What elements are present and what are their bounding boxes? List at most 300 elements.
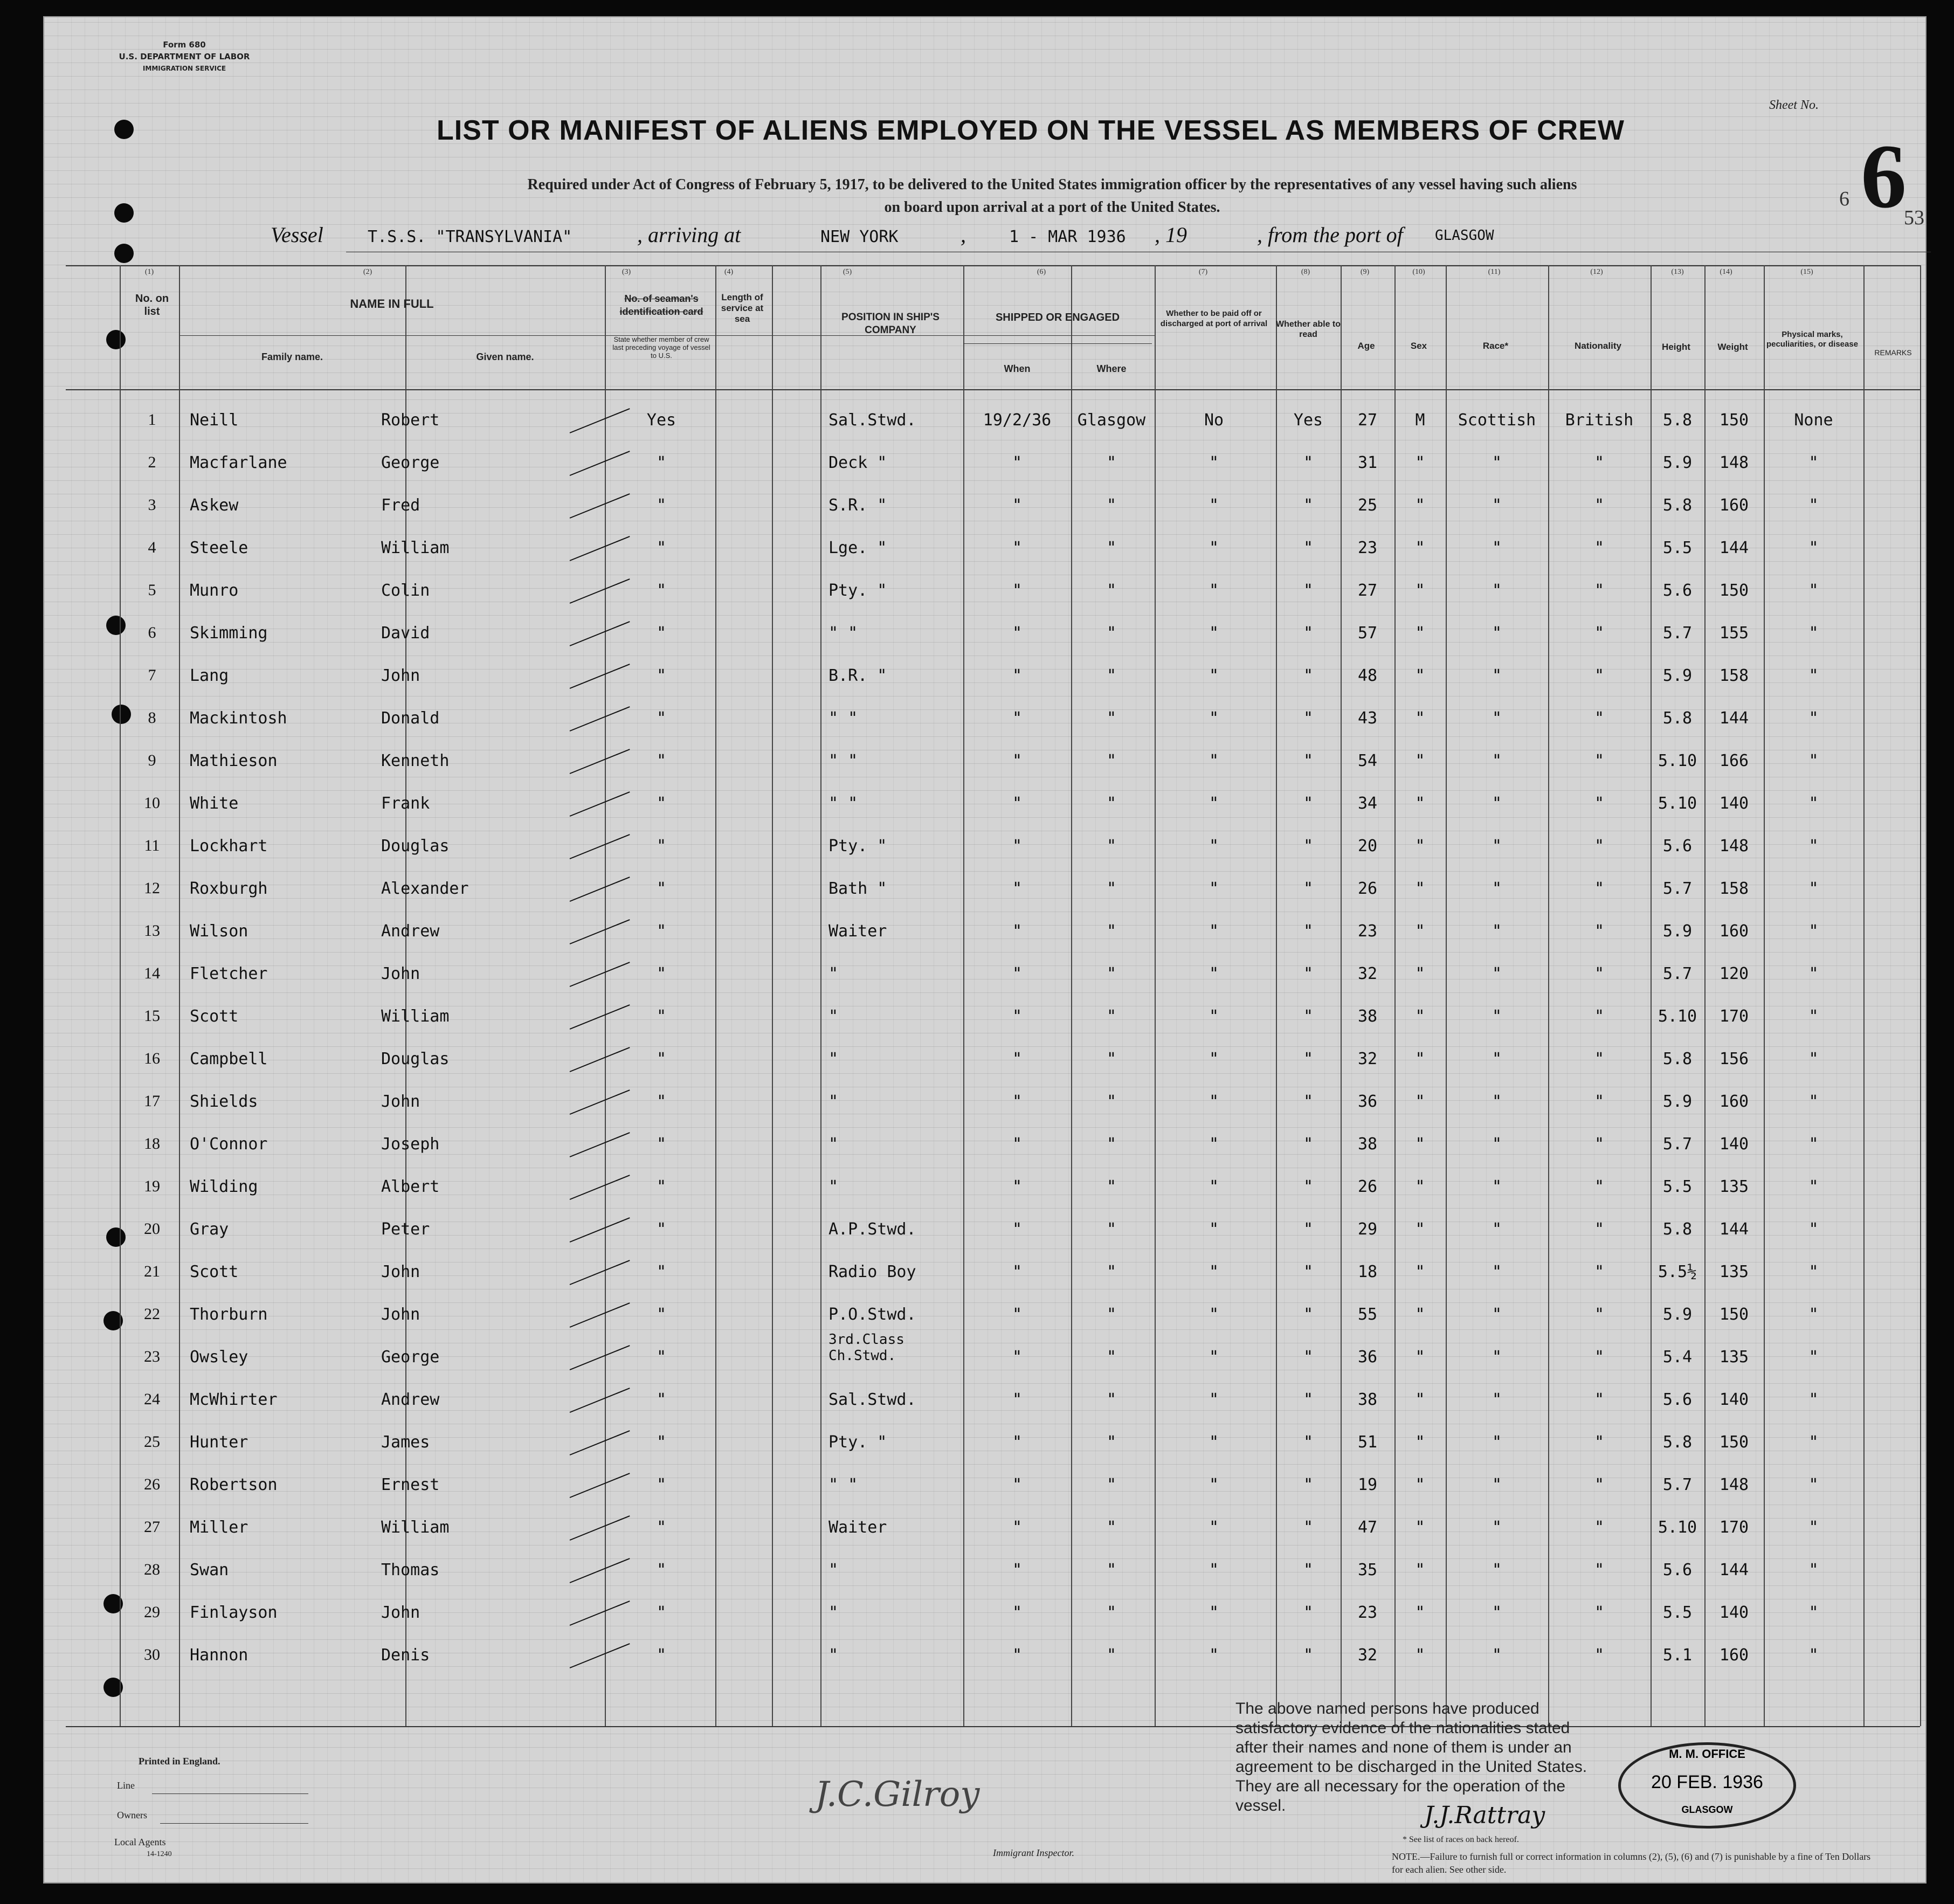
cell-where: " — [1106, 1433, 1117, 1452]
cell-family: Roxburgh — [190, 879, 268, 898]
cell-where: " — [1106, 496, 1117, 515]
cell-prev: " — [656, 709, 667, 728]
cell-height: 5.5 — [1662, 1603, 1693, 1622]
sheet-number-label: Sheet No. — [1769, 98, 1819, 112]
cell-where: " — [1106, 1220, 1117, 1239]
cell-height: 5.5½ — [1658, 1263, 1697, 1281]
cell-sex: " — [1415, 1050, 1425, 1068]
cell-height: 5.8 — [1662, 496, 1693, 515]
cell-read: " — [1303, 539, 1314, 557]
cell-sex: " — [1415, 453, 1425, 472]
cell-when: " — [1012, 1220, 1023, 1239]
cell-weight: 140 — [1719, 1390, 1749, 1409]
cell-position: " " — [828, 1475, 858, 1494]
cell-weight: 160 — [1719, 1092, 1749, 1111]
cell-prev: " — [656, 1050, 667, 1068]
cell-nat: " — [1594, 709, 1605, 728]
cell-nat: " — [1594, 1603, 1605, 1622]
cell-position: S.R. " — [828, 496, 887, 515]
cell-read: " — [1303, 1007, 1314, 1026]
table-header-bottom-border — [66, 389, 1920, 390]
cell-given: Alexander — [381, 879, 469, 898]
cell-prev: " — [656, 922, 667, 941]
cell-where: " — [1106, 1305, 1117, 1324]
cell-race: " — [1492, 1092, 1502, 1111]
cell-race: " — [1492, 1007, 1502, 1026]
cell-no: 27 — [144, 1518, 160, 1536]
cell-paid: " — [1209, 879, 1219, 898]
cell-paid: " — [1209, 1348, 1219, 1367]
cell-age: 35 — [1357, 1561, 1378, 1579]
cell-race: " — [1492, 1646, 1502, 1665]
cell-position: Pty. " — [828, 1433, 887, 1452]
binder-hole — [112, 705, 131, 724]
form-number: Form 680 — [163, 40, 206, 50]
cell-given: John — [381, 1305, 420, 1324]
cell-prev: " — [656, 539, 667, 557]
cell-weight: 120 — [1719, 964, 1749, 983]
cell-prev: " — [656, 581, 667, 600]
cell-position: " — [828, 1177, 839, 1196]
column-number: (8) — [1301, 268, 1310, 276]
cell-height: 5.8 — [1662, 1433, 1693, 1452]
cell-where: " — [1106, 1475, 1117, 1494]
header-length-service: Length of service at sea — [721, 292, 764, 324]
cell-race: " — [1492, 496, 1502, 515]
cell-nat: " — [1594, 1050, 1605, 1068]
cell-race: " — [1492, 1348, 1502, 1367]
cell-height: 5.8 — [1662, 1220, 1693, 1239]
cell-age: 34 — [1357, 794, 1378, 813]
cell-position: Pty. " — [828, 837, 887, 856]
cell-race: " — [1492, 581, 1502, 600]
cell-sex: " — [1415, 1646, 1425, 1665]
cell-where: " — [1106, 1603, 1117, 1622]
cell-nat: " — [1594, 1263, 1605, 1281]
cell-where: " — [1106, 1646, 1117, 1665]
cell-sex: " — [1415, 879, 1425, 898]
cell-paid: " — [1209, 1007, 1219, 1026]
cell-nat: " — [1594, 496, 1605, 515]
cell-given: Peter — [381, 1220, 430, 1239]
arriving-label: , arriving at — [637, 223, 741, 247]
cell-where: " — [1106, 1348, 1117, 1367]
cell-given: Donald — [381, 709, 440, 728]
binder-hole — [114, 203, 134, 223]
cell-sex: " — [1415, 794, 1425, 813]
cell-where: " — [1106, 794, 1117, 813]
column-number: (5) — [843, 268, 852, 276]
cell-marks: None — [1794, 411, 1833, 430]
cell-family: Hannon — [190, 1646, 248, 1665]
cell-nat: " — [1594, 1390, 1605, 1409]
cell-given: Ernest — [381, 1475, 440, 1494]
cell-when: " — [1012, 539, 1023, 557]
column-number: (12) — [1590, 268, 1603, 276]
cell-read: " — [1303, 1050, 1314, 1068]
cell-nat: " — [1594, 1092, 1605, 1111]
cell-race: " — [1492, 964, 1502, 983]
cell-when: " — [1012, 453, 1023, 472]
cell-paid: " — [1209, 1561, 1219, 1579]
cell-marks: " — [1808, 453, 1819, 472]
cell-weight: 158 — [1719, 879, 1749, 898]
cell-family: Lockhart — [190, 837, 268, 856]
cell-weight: 135 — [1719, 1263, 1749, 1281]
cell-race: " — [1492, 1518, 1502, 1537]
cell-position: Radio Boy — [828, 1263, 916, 1281]
cell-weight: 150 — [1719, 1433, 1749, 1452]
cell-position: 3rd.Class Ch.Stwd. — [828, 1332, 904, 1364]
race-note: * See list of races on back hereof. — [1403, 1835, 1519, 1844]
cell-family: Lang — [190, 666, 229, 685]
cell-read: " — [1303, 666, 1314, 685]
cell-no: 11 — [144, 837, 160, 854]
cell-prev: " — [656, 964, 667, 983]
cell-when: " — [1012, 794, 1023, 813]
cell-sex: " — [1415, 1518, 1425, 1537]
cell-where: " — [1106, 1561, 1117, 1579]
cell-given: Denis — [381, 1646, 430, 1665]
cell-family: Wilding — [190, 1177, 258, 1196]
cell-given: Andrew — [381, 922, 440, 941]
cell-paid: " — [1209, 539, 1219, 557]
cell-given: John — [381, 666, 420, 685]
cell-paid: " — [1209, 964, 1219, 983]
column-divider — [772, 265, 773, 1726]
cell-paid: " — [1209, 1305, 1219, 1324]
cell-when: 19/2/36 — [983, 411, 1052, 430]
cell-weight: 144 — [1719, 1561, 1749, 1579]
cell-given: George — [381, 453, 440, 472]
cell-race: " — [1492, 751, 1502, 770]
cell-marks: " — [1808, 1646, 1819, 1665]
cell-family: Steele — [190, 539, 248, 557]
cell-marks: " — [1808, 794, 1819, 813]
cell-sex: " — [1415, 1263, 1425, 1281]
column-divider — [120, 265, 121, 1726]
cell-height: 5.1 — [1662, 1646, 1693, 1665]
column-number: (15) — [1800, 268, 1813, 276]
form-header — [114, 39, 254, 74]
stamp-top: M. M. OFFICE — [1669, 1747, 1745, 1761]
cell-nat: British — [1565, 411, 1634, 430]
cell-weight: 140 — [1719, 1135, 1749, 1154]
cell-when: " — [1012, 1518, 1023, 1537]
cell-no: 30 — [144, 1646, 160, 1664]
cell-position: " " — [828, 624, 858, 643]
column-divider — [179, 265, 180, 1726]
cell-weight: 160 — [1719, 922, 1749, 941]
inspector-label: Immigrant Inspector. — [993, 1847, 1074, 1858]
cell-weight: 140 — [1719, 794, 1749, 813]
cell-age: 27 — [1357, 581, 1378, 600]
header-name-in-full: NAME IN FULL — [350, 297, 434, 311]
cell-read: " — [1303, 1263, 1314, 1281]
cell-when: " — [1012, 1305, 1023, 1324]
column-number: (10) — [1412, 268, 1425, 276]
header-weight: Weight — [1717, 342, 1748, 352]
column-number: (4) — [724, 268, 734, 276]
cell-marks: " — [1808, 666, 1819, 685]
cell-race: " — [1492, 922, 1502, 941]
cell-paid: " — [1209, 751, 1219, 770]
cell-height: 5.7 — [1662, 1475, 1693, 1494]
cell-no: 24 — [144, 1390, 160, 1408]
cell-nat: " — [1594, 1177, 1605, 1196]
cell-nat: " — [1594, 1348, 1605, 1367]
cell-age: 36 — [1357, 1348, 1378, 1367]
cell-read: " — [1303, 1561, 1314, 1579]
from-port: GLASGOW — [1435, 227, 1494, 244]
column-number: (7) — [1198, 268, 1208, 276]
department-name: U.S. DEPARTMENT OF LABOR — [119, 52, 250, 61]
cell-weight: 150 — [1719, 581, 1749, 600]
cell-age: 23 — [1357, 1603, 1378, 1622]
cell-when: " — [1012, 879, 1023, 898]
cell-sex: " — [1415, 1433, 1425, 1452]
cell-sex: " — [1415, 539, 1425, 557]
page-number: 53 — [1904, 206, 1924, 229]
cell-height: 5.7 — [1662, 624, 1693, 643]
manifest-sheet — [43, 16, 1927, 1884]
cell-paid: " — [1209, 1135, 1219, 1154]
column-number: (14) — [1720, 268, 1732, 276]
cell-given: William — [381, 1518, 450, 1537]
cell-marks: " — [1808, 1603, 1819, 1622]
column-divider — [1651, 265, 1652, 1726]
cell-race: " — [1492, 1050, 1502, 1068]
sheet-number-note: 6 — [1839, 188, 1849, 210]
cell-read: " — [1303, 964, 1314, 983]
cell-when: " — [1012, 1603, 1023, 1622]
cell-paid: " — [1209, 837, 1219, 856]
year-label: , 19 — [1155, 223, 1187, 247]
cell-family: Scott — [190, 1263, 239, 1281]
column-divider — [1155, 265, 1156, 1726]
cell-age: 27 — [1357, 411, 1378, 430]
cell-no: 15 — [144, 1007, 160, 1025]
cell-paid: " — [1209, 1263, 1219, 1281]
cell-height: 5.9 — [1662, 1092, 1693, 1111]
cell-where: " — [1106, 1050, 1117, 1068]
printed-in-england: Printed in England. — [139, 1756, 220, 1767]
header-nationality: Nationality — [1575, 341, 1621, 351]
cell-read: " — [1303, 1305, 1314, 1324]
header-when: When — [1004, 363, 1031, 374]
cell-no: 7 — [148, 666, 156, 684]
cell-paid: " — [1209, 666, 1219, 685]
header-id-note: State whether member of crew last preceding voyage of vessel to U.S. — [612, 335, 710, 360]
cell-paid: " — [1209, 1433, 1219, 1452]
cell-height: 5.6 — [1662, 1561, 1693, 1579]
cell-paid: " — [1209, 1390, 1219, 1409]
subtitle-line-1: Required under Act of Congress of February 5, 1917, to be delivered to the United States immigration officer by the representatives of any vessel having such aliens — [527, 176, 1577, 193]
cell-given: John — [381, 964, 420, 983]
cell-marks: " — [1808, 1305, 1819, 1324]
cell-no: 25 — [144, 1433, 160, 1451]
cell-family: Gray — [190, 1220, 229, 1239]
cell-family: Skimming — [190, 624, 268, 643]
cell-family: Fletcher — [190, 964, 268, 983]
cell-read: " — [1303, 1475, 1314, 1494]
cell-height: 5.10 — [1658, 751, 1697, 770]
cell-read: " — [1303, 1177, 1314, 1196]
cell-read: " — [1303, 751, 1314, 770]
cell-read: " — [1303, 624, 1314, 643]
cell-position: " — [828, 1007, 839, 1026]
cell-position: Sal.Stwd. — [828, 1390, 916, 1409]
cell-marks: " — [1808, 624, 1819, 643]
cell-race: " — [1492, 709, 1502, 728]
vessel-name: T.S.S. "TRANSYLVANIA" — [368, 227, 572, 246]
cell-read: Yes — [1293, 411, 1323, 430]
cell-given: David — [381, 624, 430, 643]
cell-paid: " — [1209, 496, 1219, 515]
cell-position: " " — [828, 751, 858, 770]
cell-when: " — [1012, 1177, 1023, 1196]
cell-read: " — [1303, 1135, 1314, 1154]
cell-family: Thorburn — [190, 1305, 268, 1324]
cell-position: Bath " — [828, 879, 887, 898]
cell-nat: " — [1594, 794, 1605, 813]
cell-nat: " — [1594, 581, 1605, 600]
binder-hole — [106, 616, 126, 635]
column-number: (11) — [1488, 268, 1501, 276]
column-divider — [1276, 265, 1277, 1726]
cell-where: " — [1106, 1007, 1117, 1026]
cell-height: 5.6 — [1662, 1390, 1693, 1409]
column-divider — [1341, 265, 1342, 1726]
column-divider — [1764, 265, 1765, 1726]
cell-position: B.R. " — [828, 666, 887, 685]
cell-marks: " — [1808, 539, 1819, 557]
cell-where: " — [1106, 539, 1117, 557]
cell-race: " — [1492, 794, 1502, 813]
cell-sex: " — [1415, 666, 1425, 685]
cell-family: Miller — [190, 1518, 248, 1537]
cell-prev: " — [656, 1348, 667, 1367]
cell-weight: 150 — [1719, 411, 1749, 430]
cell-sex: " — [1415, 581, 1425, 600]
cell-height: 5.6 — [1662, 581, 1693, 600]
cell-given: Thomas — [381, 1561, 440, 1579]
header-where: Where — [1096, 363, 1127, 374]
binder-hole — [106, 330, 126, 349]
cell-no: 26 — [144, 1475, 160, 1493]
cell-no: 8 — [148, 709, 156, 727]
form-code: 14-1240 — [147, 1850, 172, 1858]
arrival-port: NEW YORK — [820, 227, 899, 246]
cell-weight: 148 — [1719, 453, 1749, 472]
cell-where: " — [1106, 751, 1117, 770]
cell-position: A.P.Stwd. — [828, 1220, 916, 1239]
column-number: (13) — [1671, 268, 1684, 276]
cell-marks: " — [1808, 1518, 1819, 1537]
cell-prev: " — [656, 1475, 667, 1494]
header-age: Age — [1357, 341, 1375, 351]
cell-paid: " — [1209, 624, 1219, 643]
cell-read: " — [1303, 1348, 1314, 1367]
cell-given: James — [381, 1433, 430, 1452]
cell-when: " — [1012, 709, 1023, 728]
cell-where: " — [1106, 922, 1117, 941]
line-label: Line — [117, 1780, 135, 1791]
cell-given: Douglas — [381, 1050, 450, 1068]
cell-age: 29 — [1357, 1220, 1378, 1239]
cell-race: " — [1492, 1603, 1502, 1622]
page-subtitle — [303, 174, 1801, 219]
cell-nat: " — [1594, 453, 1605, 472]
cell-age: 32 — [1357, 964, 1378, 983]
cell-age: 54 — [1357, 751, 1378, 770]
cell-given: John — [381, 1092, 420, 1111]
cell-given: Douglas — [381, 837, 450, 856]
cell-when: " — [1012, 1561, 1023, 1579]
cell-prev: " — [656, 1263, 667, 1281]
cell-marks: " — [1808, 964, 1819, 983]
cell-paid: " — [1209, 1518, 1219, 1537]
cell-height: 5.8 — [1662, 411, 1693, 430]
cell-age: 18 — [1357, 1263, 1378, 1281]
cell-paid: " — [1209, 794, 1219, 813]
cell-marks: " — [1808, 1433, 1819, 1452]
table-top-border — [66, 265, 1920, 266]
cell-sex: " — [1415, 1390, 1425, 1409]
cell-height: 5.10 — [1658, 1007, 1697, 1026]
cell-paid: " — [1209, 1050, 1219, 1068]
cell-race: " — [1492, 1390, 1502, 1409]
cell-no: 10 — [144, 794, 160, 812]
cell-position: " — [828, 1603, 839, 1622]
cell-no: 12 — [144, 879, 160, 897]
cell-prev: " — [656, 1092, 667, 1111]
cell-race: " — [1492, 666, 1502, 685]
cell-family: Wilson — [190, 922, 248, 941]
cell-sex: " — [1415, 1603, 1425, 1622]
cell-race: " — [1492, 539, 1502, 557]
sheet-number: 6 — [1861, 126, 1907, 227]
header-race: Race* — [1482, 341, 1509, 351]
cell-sex: M — [1415, 411, 1425, 430]
cell-nat: " — [1594, 1220, 1605, 1239]
header-remarks: REMARKS — [1874, 348, 1912, 357]
cell-no: 3 — [148, 496, 156, 514]
local-agents-label: Local Agents — [114, 1837, 166, 1847]
cell-no: 19 — [144, 1177, 160, 1195]
cell-race: " — [1492, 1177, 1502, 1196]
cell-position: Lge. " — [828, 539, 887, 557]
cell-sex: " — [1415, 1092, 1425, 1111]
cell-marks: " — [1808, 837, 1819, 856]
cell-marks: " — [1808, 1348, 1819, 1367]
cell-age: 20 — [1357, 837, 1378, 856]
cell-sex: " — [1415, 1007, 1425, 1026]
cell-paid: " — [1209, 1646, 1219, 1665]
header-able-read: Whether able to read — [1276, 320, 1341, 339]
cell-marks: " — [1808, 1475, 1819, 1494]
cell-when: " — [1012, 1092, 1023, 1111]
cell-given: Albert — [381, 1177, 440, 1196]
cell-given: William — [381, 1007, 450, 1026]
cell-where: " — [1106, 1135, 1117, 1154]
column-divider — [1920, 265, 1921, 1726]
cell-marks: " — [1808, 709, 1819, 728]
cell-where: " — [1106, 1177, 1117, 1196]
cell-where: " — [1106, 879, 1117, 898]
cell-weight: 150 — [1719, 1305, 1749, 1324]
column-divider — [1394, 265, 1396, 1726]
